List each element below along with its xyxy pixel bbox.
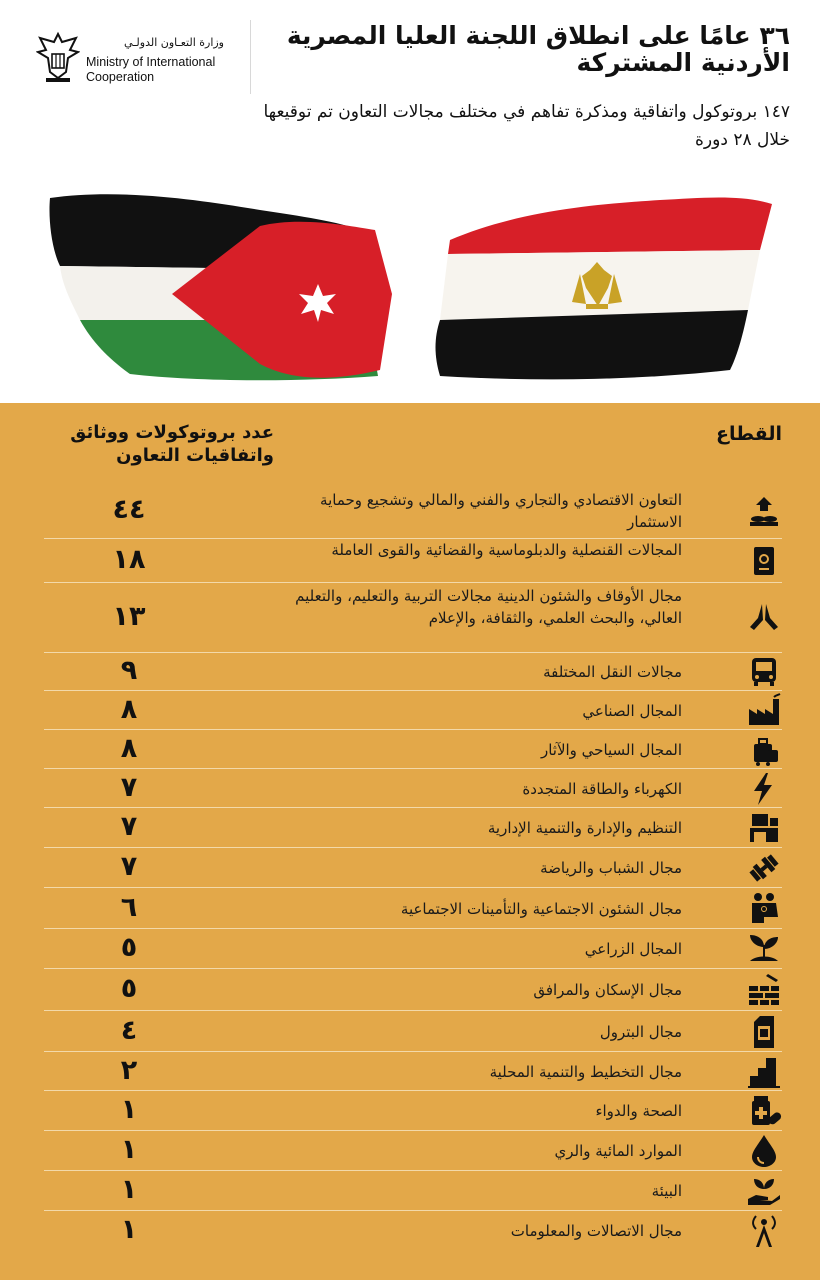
sector-label: البيئة (651, 1182, 682, 1200)
table-row (0, 1131, 820, 1171)
sector-label: الصحة والدواء (595, 1102, 682, 1120)
sector-label: المجال الصناعي (582, 702, 682, 720)
sector-count: ٧ (120, 851, 138, 882)
sector-label: مجال التخطيط والتنمية المحلية (489, 1063, 682, 1081)
column-header-count: عدد بروتوكولات ووثائق واتفاقيات التعاون (70, 422, 274, 466)
sectors-panel (0, 403, 820, 1280)
table-row (0, 888, 820, 929)
sector-count: ٤٤ (112, 494, 146, 525)
table-row (0, 929, 820, 969)
table-row (0, 691, 820, 730)
table-row (0, 1011, 820, 1052)
sector-count: ٨ (120, 694, 138, 725)
table-row (0, 848, 820, 888)
sector-label: مجال الاتصالات والمعلومات (510, 1222, 682, 1240)
sector-label: مجال الإسكان والمرافق (533, 981, 682, 999)
sector-label: الكهرباء والطاقة المتجددة (522, 780, 682, 798)
egypt-flag-icon (436, 198, 773, 380)
ministry-logo (36, 28, 246, 88)
table-row (0, 1211, 820, 1251)
sector-count: ٥ (120, 932, 138, 963)
sector-label: التعاون الاقتصادي والتجاري والفني والمالي وتشجيع وحماية الاستثمار (320, 491, 682, 531)
sector-count: ٧ (120, 811, 138, 842)
header-section (0, 0, 820, 403)
sector-label: مجال الشئون الاجتماعية والتأمينات الاجتماعية (400, 900, 682, 918)
table-row (0, 583, 820, 653)
lightning-icon (746, 771, 782, 807)
sector-label: الموارد المائية والري (554, 1142, 682, 1160)
sector-count: ٤ (120, 1015, 138, 1046)
family-icon (746, 891, 782, 927)
sector-label: المجال السياحي والآثار (540, 741, 682, 759)
sector-count: ٢ (120, 1055, 138, 1086)
factory-icon (746, 693, 782, 729)
bricks-icon (746, 972, 782, 1008)
table-row (0, 808, 820, 848)
sector-label: مجالات النقل المختلفة (543, 663, 682, 681)
sector-count: ١٨ (112, 544, 146, 575)
page-subtitle: ١٤٧ بروتوكول واتفاقية ومذكرة تفاهم في مختلف مجالات التعاون تم توقيعها خلال ٢٨ دورة (263, 102, 790, 150)
table-row (0, 539, 820, 583)
table-row (0, 1091, 820, 1131)
table-row (0, 969, 820, 1011)
table-row (0, 483, 820, 539)
sector-label: المجالات القنصلية والدبلوماسية والقضائية والقوى العاملة (331, 541, 682, 559)
luggage-icon (746, 732, 782, 768)
city-icon (746, 1054, 782, 1090)
sector-count: ١ (120, 1094, 138, 1125)
passport-icon (746, 543, 782, 579)
bus-icon (746, 654, 782, 690)
fuel-can-icon (746, 1014, 782, 1050)
praying-hands-icon (746, 600, 782, 636)
column-header-sector: القطاع (716, 423, 782, 445)
ministry-name-en-line2: Cooperation (86, 70, 155, 84)
sector-count: ٧ (120, 772, 138, 803)
sector-count: ٩ (120, 655, 138, 686)
sector-label: التنظيم والإدارة والتنمية الإدارية (487, 819, 682, 837)
office-desk-icon (746, 810, 782, 846)
sector-count: ٨ (120, 733, 138, 764)
plant-hand-icon (746, 1173, 782, 1209)
table-row (0, 730, 820, 769)
table-row (0, 1052, 820, 1091)
sector-count: ٥ (120, 973, 138, 1004)
flags-illustration (0, 170, 820, 400)
table-row (0, 769, 820, 808)
sector-count: ١ (120, 1134, 138, 1165)
ministry-name-ar: وزارة التعـاون الدولـي (124, 36, 224, 49)
sector-count: ٦ (120, 892, 138, 923)
table-row (0, 653, 820, 691)
table-row (0, 1171, 820, 1211)
ministry-name-en-line1: Ministry of International (86, 55, 216, 69)
sector-count: ١ (120, 1214, 138, 1245)
sector-label: مجال الأوقاف والشئون الدينية مجالات التربية والتعليم، والتعليم العالي، والبحث العلمي، والثقافة، والإعلام (295, 587, 682, 627)
page-title: ٣٦ عامًا على انطلاق اللجنة العليا المصرية الأردنية المشتركة (286, 21, 790, 77)
ministry-name-en (86, 55, 215, 85)
sector-count: ١٣ (112, 601, 146, 632)
jordan-flag-icon (49, 194, 392, 380)
sector-label: مجال البترول (599, 1023, 682, 1041)
sector-label: المجال الزراعي (584, 940, 682, 958)
water-drop-icon (746, 1133, 782, 1169)
investment-icon (746, 493, 782, 529)
sprout-icon (746, 931, 782, 967)
sector-label: مجال الشباب والرياضة (540, 859, 682, 877)
antenna-icon (746, 1213, 782, 1249)
eagle-emblem-icon (36, 28, 80, 88)
dumbbell-icon (746, 850, 782, 886)
medicine-icon (746, 1093, 782, 1129)
sector-count: ١ (120, 1174, 138, 1205)
header-divider (250, 20, 251, 94)
